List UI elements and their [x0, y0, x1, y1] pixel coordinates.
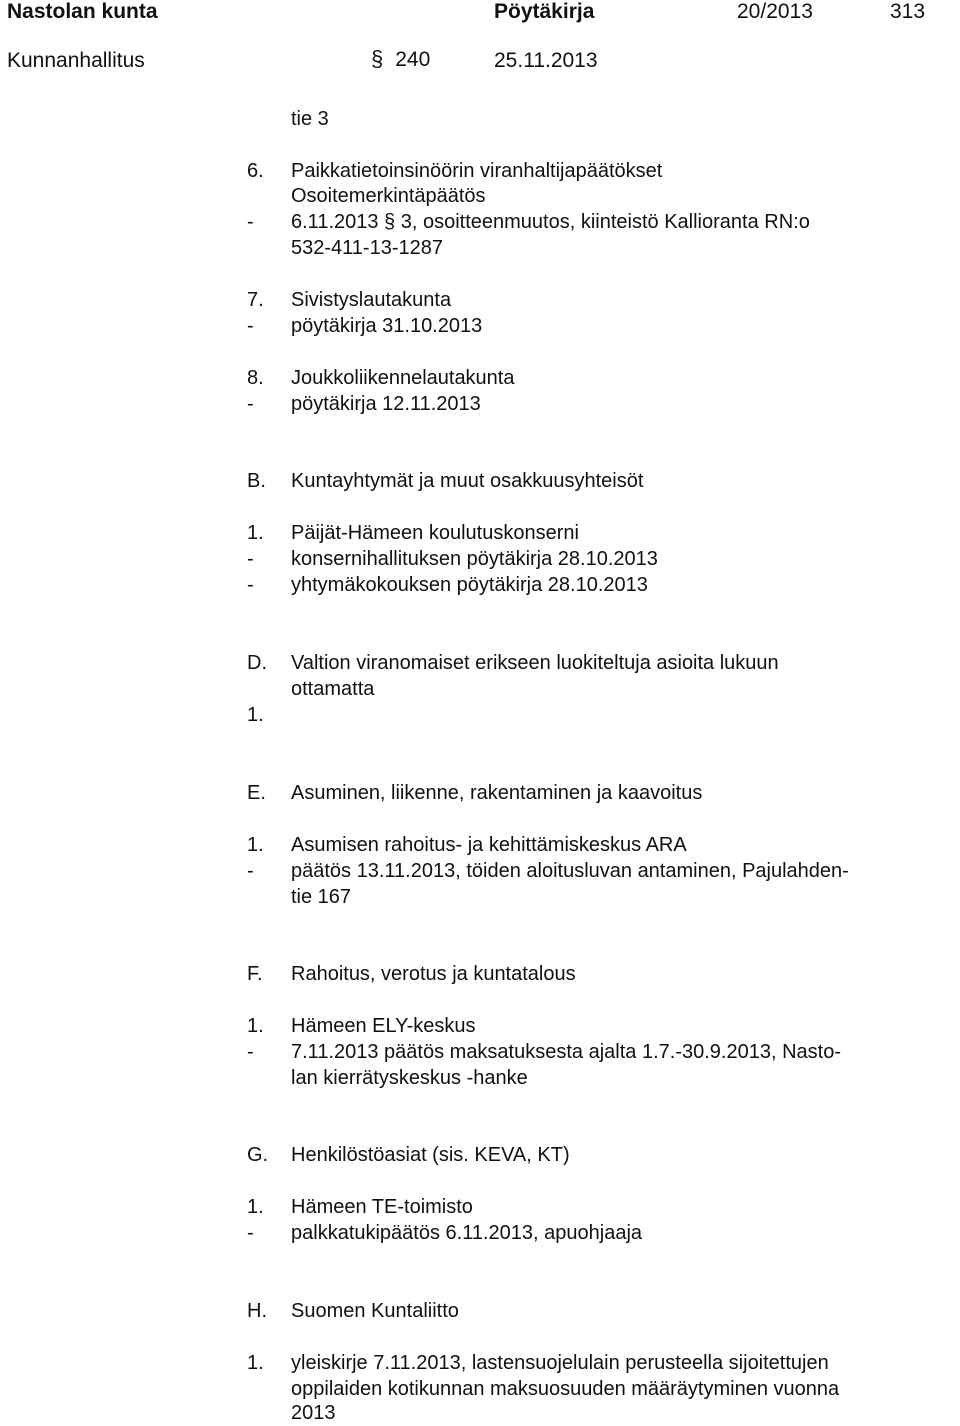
item-text: 2013: [291, 1402, 336, 1424]
item-marker: -: [247, 315, 254, 337]
document-number: 20/2013: [737, 0, 813, 23]
item-marker: -: [247, 1041, 254, 1063]
item-text: pöytäkirja 12.11.2013: [291, 393, 481, 415]
item-text: Asuminen, liikenne, rakentaminen ja kaavoitus: [291, 782, 703, 804]
item-marker: D.: [247, 652, 267, 674]
item-text: yhtymäkokouksen pöytäkirja 28.10.2013: [291, 574, 648, 596]
item-text: yleiskirje 7.11.2013, lastensuojelulain perusteella sijoitettujen: [291, 1352, 829, 1374]
section-reference: [371, 46, 430, 73]
page-header: [0, 0, 960, 80]
item-marker: -: [247, 574, 254, 596]
item-text: konsernihallituksen pöytäkirja 28.10.2013: [291, 548, 658, 570]
item-text: Asumisen rahoitus- ja kehittämiskeskus ARA: [291, 834, 687, 856]
item-text: Rahoitus, verotus ja kuntatalous: [291, 963, 576, 985]
section-number: 240: [395, 48, 431, 71]
item-text: Osoitemerkintäpäätös: [291, 185, 486, 207]
item-text: Joukkoliikennelautakunta: [291, 367, 515, 389]
item-marker: 1.: [247, 834, 264, 856]
item-marker: -: [247, 211, 254, 233]
item-text: tie 167: [291, 886, 352, 908]
item-marker: 1.: [247, 704, 264, 726]
municipality-name: Nastolan kunta: [7, 0, 158, 23]
item-marker: 1.: [247, 1352, 264, 1374]
item-marker: 7.: [247, 289, 264, 311]
item-text: 7.11.2013 päätös maksatuksesta ajalta 1.7.-30.9.2013, Nasto-: [291, 1041, 841, 1063]
governing-body: Kunnanhallitus: [7, 49, 145, 72]
item-marker: 6.: [247, 160, 264, 182]
item-text: ottamatta: [291, 678, 375, 700]
item-text: palkkatukipäätös 6.11.2013, apuohjaaja: [291, 1222, 643, 1244]
item-text: 532-411-13-1287: [291, 237, 443, 259]
item-text: pöytäkirja 31.10.2013: [291, 315, 483, 337]
item-marker: -: [247, 860, 254, 882]
item-marker: B.: [247, 470, 266, 492]
item-text: Suomen Kuntaliitto: [291, 1300, 459, 1322]
document-type: Pöytäkirja: [494, 0, 595, 23]
item-marker: -: [247, 393, 254, 415]
item-marker: -: [247, 548, 254, 570]
item-marker: 8.: [247, 367, 264, 389]
item-text: päätös 13.11.2013, töiden aloitusluvan antaminen, Pajulahden-: [291, 860, 849, 882]
meeting-date: 25.11.2013: [494, 49, 598, 72]
item-marker: -: [247, 1222, 254, 1244]
item-marker: E.: [247, 782, 266, 804]
item-text: tie 3: [291, 108, 329, 130]
item-marker: 1.: [247, 1015, 264, 1037]
item-text: oppilaiden kotikunnan maksuosuuden määräytyminen vuonna: [291, 1378, 840, 1400]
item-text: Henkilöstöasiat (sis. KEVA, KT): [291, 1144, 570, 1166]
item-marker: G.: [247, 1144, 269, 1166]
item-text: Sivistyslautakunta: [291, 289, 452, 311]
item-text: 6.11.2013 § 3, osoitteenmuutos, kiinteistö Kallioranta RN:o: [291, 211, 810, 233]
item-text: Hämeen TE-toimisto: [291, 1196, 473, 1218]
item-text: Paikkatietoinsinöörin viranhaltijapäätökset: [291, 160, 663, 182]
item-marker: 1.: [247, 1196, 264, 1218]
item-marker: 1.: [247, 522, 264, 544]
item-text: lan kierrätyskeskus -hanke: [291, 1067, 528, 1089]
item-text: Hämeen ELY-keskus: [291, 1015, 476, 1037]
item-text: Päijät-Hämeen koulutuskonserni: [291, 522, 579, 544]
item-marker: H.: [247, 1300, 267, 1322]
item-text: Kuntayhtymät ja muut osakkuusyhteisöt: [291, 470, 644, 492]
item-text: Valtion viranomaiset erikseen luokiteltuja asioita lukuun: [291, 652, 779, 674]
page-number: 313: [890, 0, 926, 23]
section-sign: §: [371, 46, 384, 71]
item-marker: F.: [247, 963, 263, 985]
